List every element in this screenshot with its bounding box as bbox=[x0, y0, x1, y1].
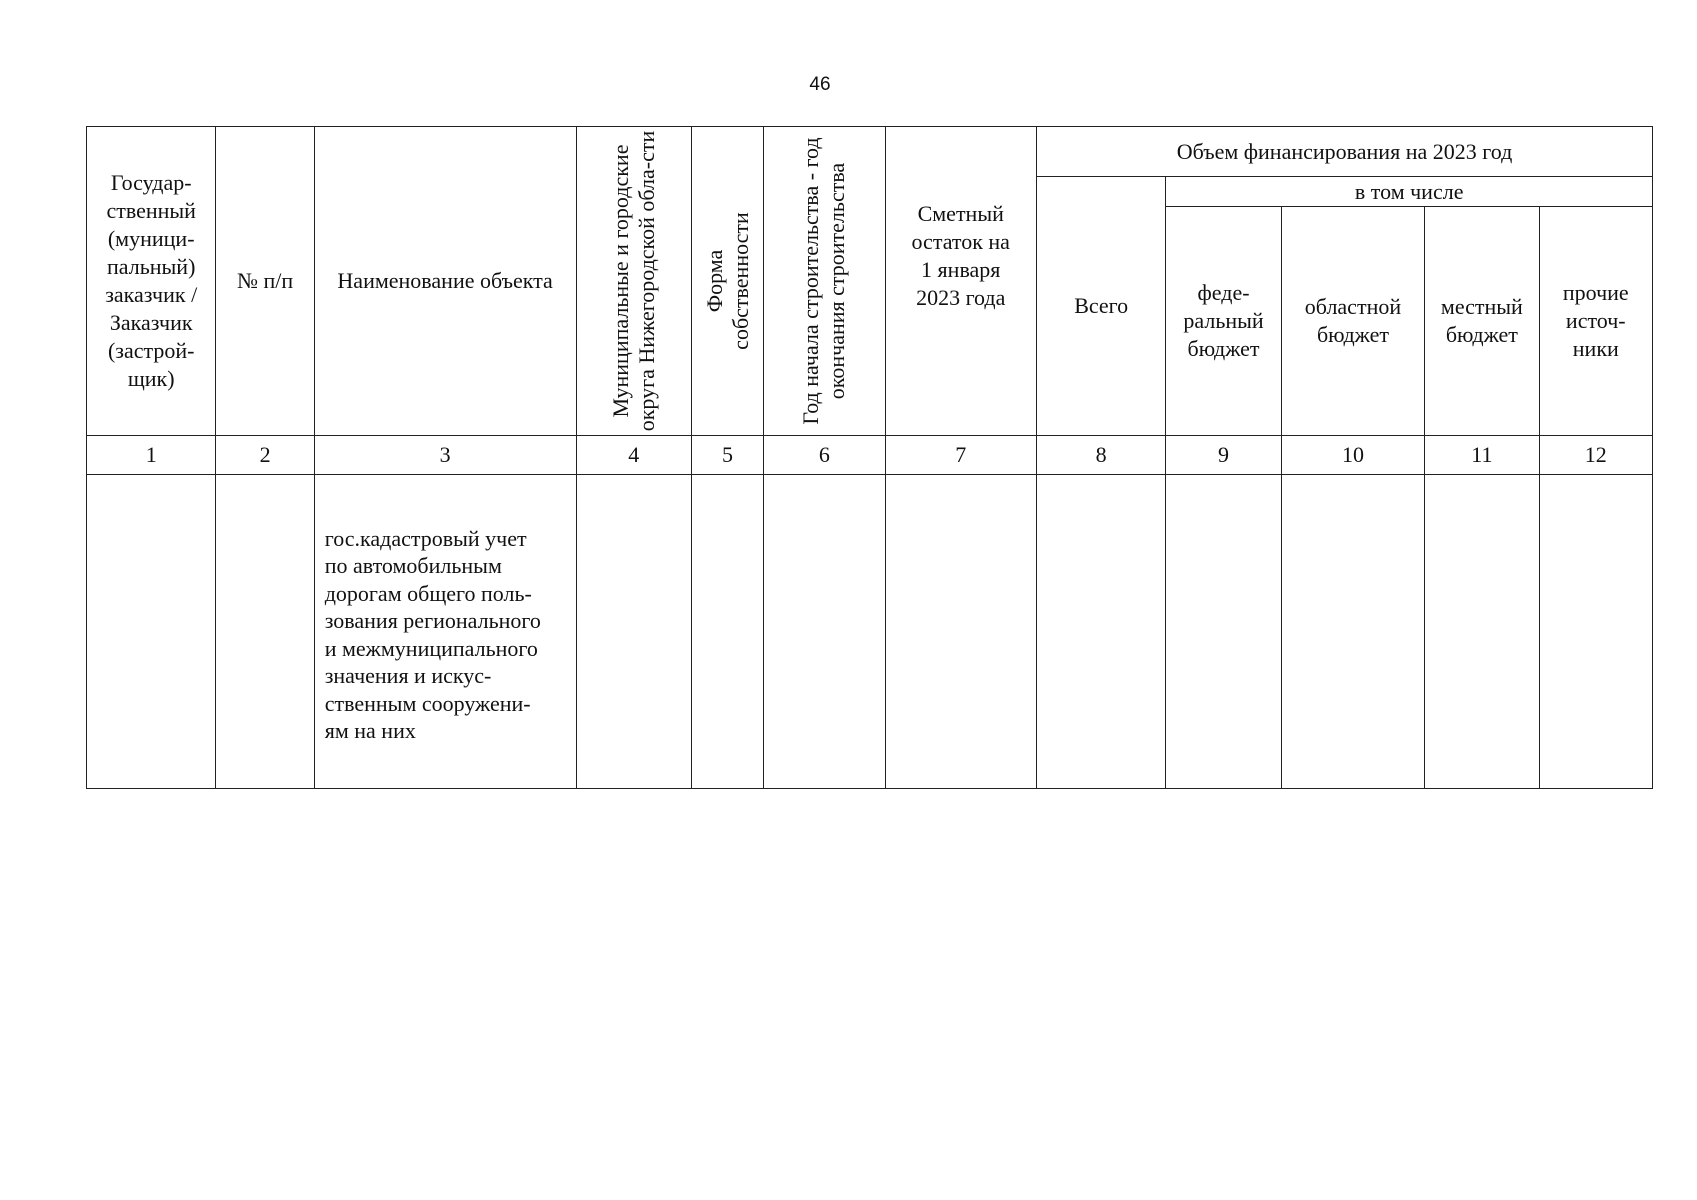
column-number: 4 bbox=[576, 436, 691, 475]
header-estimate-label: Сметный остаток на 1 января 2023 года bbox=[911, 201, 1010, 310]
header-customer-label: Государ- ственный (муници- пальный) заказчик / Заказчик (застрой- щик) bbox=[105, 170, 198, 391]
header-object-name: Наименование объекта bbox=[314, 127, 576, 436]
column-number: 7 bbox=[885, 436, 1036, 475]
column-number: 12 bbox=[1539, 436, 1652, 475]
header-years-label: Год начала строительства - год окончания строительства bbox=[798, 137, 850, 425]
column-number: 5 bbox=[691, 436, 763, 475]
header-local bbox=[1425, 207, 1539, 436]
column-number: 3 bbox=[314, 436, 576, 475]
cell-customer bbox=[87, 475, 216, 789]
cell-federal bbox=[1166, 475, 1281, 789]
column-number: 2 bbox=[216, 436, 314, 475]
cell-number bbox=[216, 475, 314, 789]
column-number: 6 bbox=[764, 436, 885, 475]
header-ownership-label: Форма собственности bbox=[701, 212, 753, 350]
header-number: № п/п bbox=[216, 127, 314, 436]
header-local-label: местный бюджет bbox=[1440, 294, 1523, 347]
header-other bbox=[1539, 207, 1652, 436]
cell-ownership bbox=[691, 475, 763, 789]
header-district bbox=[576, 127, 691, 436]
column-number: 11 bbox=[1425, 436, 1539, 475]
header-other-label: прочие источ- ники bbox=[1562, 280, 1629, 361]
column-number-row bbox=[87, 436, 1653, 475]
cell-years bbox=[764, 475, 885, 789]
header-regional bbox=[1281, 207, 1424, 436]
cell-total bbox=[1036, 475, 1165, 789]
cell-district bbox=[576, 475, 691, 789]
investment-table bbox=[86, 126, 1653, 789]
header-regional-label: областной бюджет bbox=[1304, 294, 1402, 347]
header-federal bbox=[1166, 207, 1281, 436]
header-financing: Объем финансирования на 2023 год bbox=[1036, 127, 1652, 177]
header-ownership bbox=[691, 127, 763, 436]
header-total: Всего bbox=[1036, 177, 1165, 436]
table-row bbox=[87, 475, 1653, 789]
header-customer bbox=[87, 127, 216, 436]
cell-estimate bbox=[885, 475, 1036, 789]
column-number: 8 bbox=[1036, 436, 1165, 475]
header-district-label: Муниципальные и городские округа Нижегородской обла-сти bbox=[607, 130, 659, 432]
cell-object-name bbox=[314, 475, 576, 789]
object-name-text: гос.кадастровый учет по автомобильным дорогам общего поль- зования регионального и межмуниципального значения и искус- ственным сооружени- ям на них bbox=[324, 525, 541, 743]
column-number: 1 bbox=[87, 436, 216, 475]
column-number: 10 bbox=[1281, 436, 1424, 475]
cell-other bbox=[1539, 475, 1652, 789]
column-number: 9 bbox=[1166, 436, 1281, 475]
header-estimate bbox=[885, 127, 1036, 436]
header-including: в том числе bbox=[1166, 177, 1653, 207]
page-number: 46 bbox=[809, 74, 831, 95]
header-years bbox=[764, 127, 885, 436]
header-federal-label: феде- ральный бюджет bbox=[1183, 280, 1264, 361]
cell-local bbox=[1425, 475, 1539, 789]
cell-regional bbox=[1281, 475, 1424, 789]
